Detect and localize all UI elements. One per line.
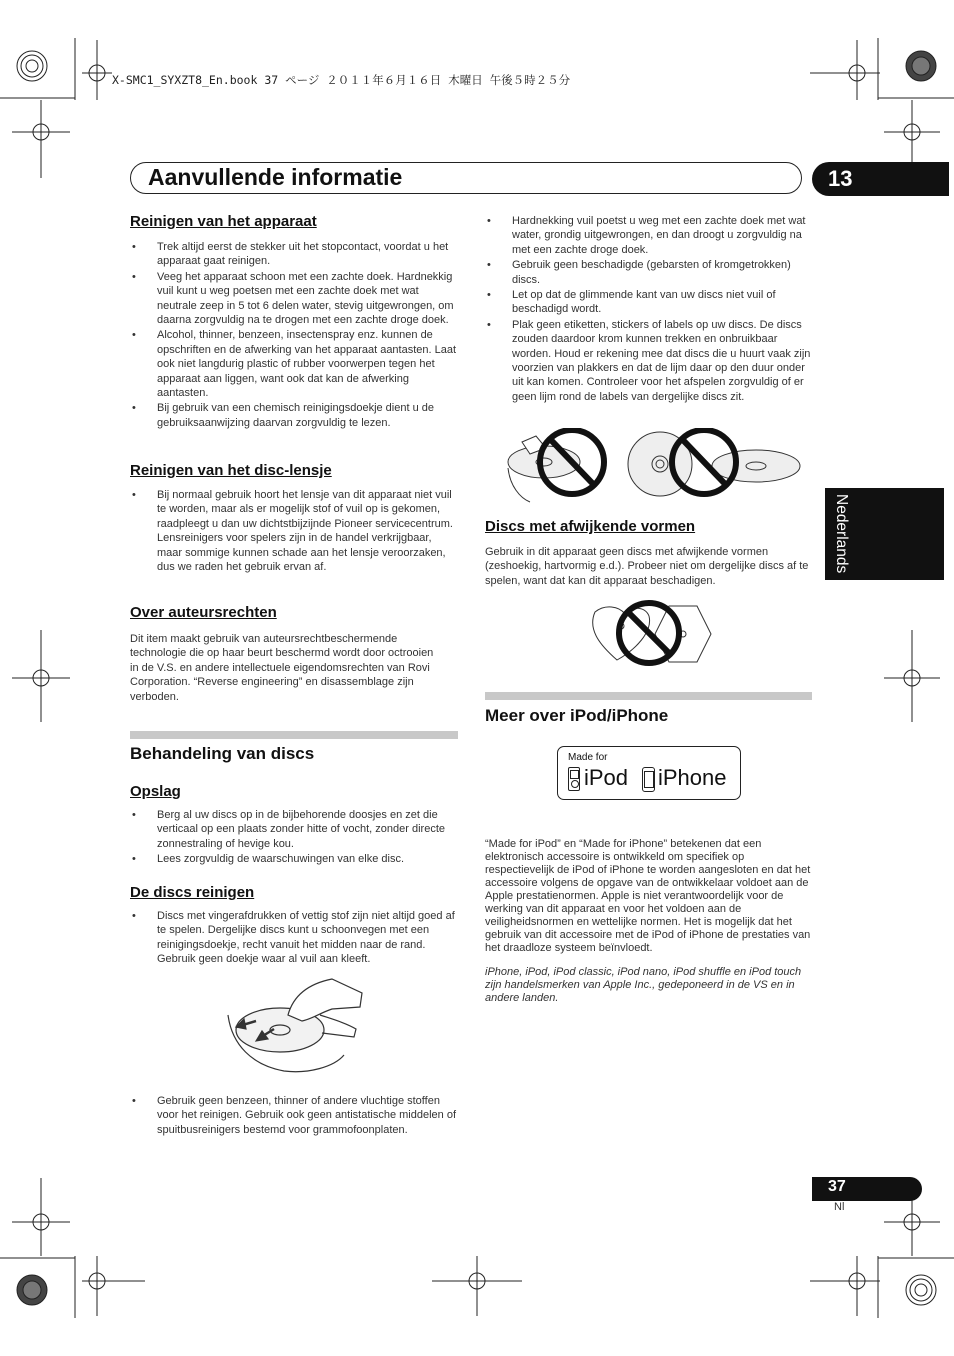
section-title-afwijkende-vormen: Discs met afwijkende vormen [485,518,696,535]
crosshair-br1 [810,1256,880,1316]
corner-rosette-br [906,1275,936,1305]
corner-rosette-bl [17,1275,47,1305]
list-item: • Plak geen etiketten, stickers of labels op uw discs. De discs zouden daardoor krom kunnen trekken en onbruikbaar worden. Houd er rekening mee dat discs die u huurt vaak zijn voorzien van plakkers en dat de lijm daar op den duur onder uit kan komen. Controleer voor het afspelen zorgvuldig of er geen lijm rond de labels van dergelijke discs zit. [485,318,813,404]
disc-prohibited-illustrations [500,428,810,504]
made-for-ipod-iphone-badge [557,746,741,800]
auteursrechten-text: Dit item maakt gebruik van auteursrechtbeschermende technologie die op haar beurt beschermd wordt door octrooien in de V.S. en andere intellectuele eigendomsrechten van Rovi Corporation. “Reverse engineering” en disassemblage zijn verboden. [130,633,434,703]
crosshair-bl1 [12,1178,70,1256]
ipod-icon [568,767,580,791]
section-title-disc-lensje: Reinigen van het disc-lensje [130,462,332,479]
chapter-number: 13 [828,166,853,191]
list-item: • Trek altijd eerst de stekker uit het stopcontact, voordat u het apparaat gaat reinigen. [130,240,458,269]
afwijkende-vormen-text: Gebruik in dit apparaat geen discs met afwijkende vormen (zeshoekig, hartvormig e.d.). Probeer niet om dergelijke discs af te spelen, want dat kan dit apparaat beschadigen. [485,546,809,587]
badge-ipod: iPod [584,765,629,790]
list-item: • Gebruik geen beschadigde (gebarsten of kromgetrokken) discs. [485,258,813,287]
list-item: • Hardnekking vuil poetst u weg met een zachte doek met wat water, grondig uitgewrongen, en dan droogt u zorgvuldig na met een zachte droge doek. [485,214,813,257]
subsection-title-discs-reinigen: De discs reinigen [130,884,255,901]
section-title-ipod: Meer over iPod/iPhone [485,706,669,725]
page-title: Aanvullende informatie [148,164,403,190]
list-item: • Let op dat de glimmende kant van uw discs niet vuil of beschadigd wordt. [485,288,813,317]
disc-wiping-illustration [222,975,364,1075]
list-right-top [485,214,813,405]
badge-iphone: iPhone [658,765,727,790]
list-reinigen-apparaat [130,240,458,431]
crosshair-tr1 [810,40,880,100]
odd-shaped-disc-prohibited-icon [585,598,715,668]
list-item: • Bij gebruik van een chemisch reinigingsdoekje dient u de gebruiksaanwijzing daarvan zorgvuldig te lezen. [130,401,458,430]
section-title-behandeling: Behandeling van discs [130,744,315,763]
list-item: • Berg al uw discs op in de bijbehorende doosjes en zet die verticaal op een plaats zonder hitte of vocht, zonder directe zonnestraling of hevige kou. [130,808,458,851]
subsection-title-opslag: Opslag [130,783,181,800]
list-discs-reinigen [130,909,458,968]
iphone-icon [642,767,655,792]
corner-rosette-tl [17,51,47,81]
crosshair-tl1 [82,40,112,100]
list-opslag [130,808,458,868]
list-item: • Lees zorgvuldig de waarschuwingen van elke disc. [130,852,458,866]
list-discs-reinigen-extra [130,1094,458,1138]
list-item: • Alcohol, thinner, benzeen, insectenspray enz. kunnen de opschriften en de afwerking van het apparaat aantasten. Laat ook niet langdurig plastic of rubber voorwerpen tegen het apparaat aan liggen, want ook dat kan de afwerking aantasten. [130,328,458,400]
warped-disc-prohibited-icon [628,430,800,496]
page-language: Nl [834,1201,845,1213]
crosshair-mr [884,630,940,722]
crosshair-bl2 [82,1256,145,1316]
ipod-text: “Made for iPod” en “Made for iPhone” betekenen dat een elektronisch accessoire is ontwikkeld om specifiek op respectievelijk de iPod of iPhone te worden aangesloten en dat het accessoire volgens de opgave van de ontwikkelaar voldoet aan de Apple prestatienormen. Apple is niet verantwoordelijk voor de werking van dit apparaat en voor het voldoen aan de veiligheidsnormen en wettelijke normen. Het is mogelijk dat het gebruik van dit accessoire met de iPod of iPhone de prestaties van het draadloze systeem beïnvloedt. [485,838,811,954]
corner-rosette-tr [906,51,936,81]
badge-made-for: Made for [568,752,608,763]
crosshair-ml [12,630,70,722]
page-number: 37 [828,1178,846,1195]
list-item: • Veeg het apparaat schoon met een zachte doek. Hardnekkig vuil kunt u weg poetsen met een zachte doek met wat neutrale zeep in 5 tot 6 delen water, stevig uitgewrongen, om daarna zorgvuldig na te drogen met een zachte droge doek. [130,270,458,328]
file-header: X-SMC1_SYXZT8_En.book 37 ページ ２０１１年６月１６日 木曜日 午後５時２５分 [112,73,571,87]
list-item: • Discs met vingerafdrukken of vettig stof zijn niet altijd goed af te spelen. Dergelijke discs kunt u schoonvegen met een reinigingsdoekje, recht vanuit het midden naar de rand. Gebruik geen doekje waar al vuil aan kleeft. [130,909,458,967]
language-tab-label: Nederlands [833,494,850,574]
list-item: • Gebruik geen benzeen, thinner of andere vluchtige stoffen voor het reinigen. Gebruik ook geen antistatische middelen of spuitbusreinigers bestemd voor grammofoonplaten. [130,1094,458,1137]
crosshair-tl2 [12,100,70,178]
trademark-text: iPhone, iPod, iPod classic, iPod nano, iPod shuffle en iPod touch zijn handelsmerken van Apple Inc., gedeponeerd in de VS en in andere landen. [485,966,802,1004]
crosshair-bc [432,1256,522,1316]
section-title-auteursrechten: Over auteursrechten [130,604,277,621]
sticker-disc-prohibited-icon [508,430,604,502]
list-disc-lensje [130,488,458,575]
section-divider [130,731,458,739]
list-item: • Bij normaal gebruik hoort het lensje van dit apparaat niet vuil te worden, maar als er mogelijk stof of vuil op is gekomen, raadpleegt u dan uw dichtstbijzijnde Pioneer servicecentrum. Lensreinigers voor spelers zijn in de handel verkrijgbaar, maar sommige kunnen schade aan het lensje veroorzaken, dus we raden het gebruik ervan af. [130,488,458,574]
section-title-reinigen-apparaat: Reinigen van het apparaat [130,213,317,230]
section-divider-right [485,692,812,700]
